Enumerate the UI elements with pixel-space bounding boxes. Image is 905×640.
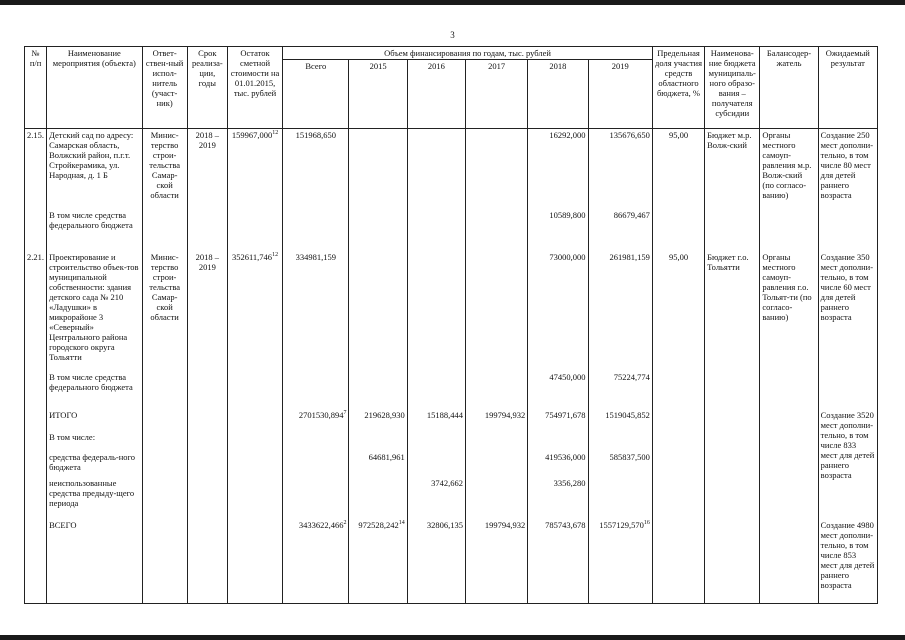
header-executor: Ответ-ствен-ный испол-нитель (участ-ник) [142,47,187,129]
row-2018: 419536,000 [528,451,588,477]
row-name: Проектирование и строительство объек-тов муниципальной собственности: здания детского сада № 210 «Ладушки» в микрорайоне 3 «Северный» Центрального района городского округа Тольятти [47,251,142,371]
header-2017: 2017 [465,60,527,129]
table-row [25,409,878,431]
row-2018: 754971,678 [528,409,588,431]
row-total: 3433622,466$^2$ [283,519,349,604]
row-2018: 16292,000 [528,129,588,210]
row-share: 95,00 [652,251,704,371]
top-scan-border [0,0,905,5]
header-num: № п/п [25,47,47,129]
table-row [25,209,878,251]
row-2018: 73000,000 [528,251,588,371]
row-total: 2701530,894$^7$ [283,409,349,431]
table-row [25,451,878,477]
row-name: неиспользованные средства предыду-щего периода [47,477,142,519]
row-period: 2018 – 2019 [187,129,227,210]
row-2018: 785743,678 [528,519,588,604]
row-remainder: 159967,000$^{12}$ [227,129,282,210]
header-financing: Объем финансирования по годам, тыс. рублей [283,47,653,60]
row-name: средства федераль-ного бюджета [47,451,142,477]
row-2019: 86679,467 [588,209,652,251]
row-name: Детский сад по адресу: Самарская область, Волжский район, п.г.т. Стройкерамика, ул. Народная, д. 1 Б [47,129,142,210]
row-holder: Органы местного самоуп-равления м.р. Волж-ский (по согласо-ванию) [760,129,818,210]
row-2015: 972528,242$^{14}$ [349,519,407,604]
row-budget: Бюджет г.о. Тольятти [705,251,760,371]
row-2019: 135676,650 [588,129,652,210]
row-total: 334981,159 [283,251,349,371]
header-holder: Балансодер-жатель [760,47,818,129]
row-name: ВСЕГО [47,519,142,604]
table-row [25,129,878,210]
row-executor: Минис-терство строи-тельства Самар-ской области [142,129,187,210]
row-num: 2.21. [25,251,47,371]
row-name: В том числе: [47,431,142,451]
row-2017: 199794,932 [465,409,527,431]
row-name: В том числе средства федерального бюджета [47,371,142,409]
header-result: Ожидаемый результат [818,47,877,129]
row-result: Создание 3520 мест дополни-тельно, в том числе 833 мест для детей раннего возраста [818,409,877,519]
row-period: 2018 – 2019 [187,251,227,371]
row-result: Создание 4980 мест дополни-тельно, в том числе 853 мест для детей раннего возраста [818,519,877,604]
row-2017 [465,129,527,210]
row-2018: 10589,800 [528,209,588,251]
row-2019: 75224,774 [588,371,652,409]
row-holder: Органы местного самоуп-равления г.о. Тольят-ти (по согласо-ванию) [760,251,818,371]
row-2019: 1557129,570$^{16}$ [588,519,652,604]
row-2019: 585837,500 [588,451,652,477]
table-row [25,477,878,519]
header-remainder: Остаток сметной стоимости на 01.01.2015, тыс. рублей [227,47,282,129]
row-2017: 199794,932 [465,519,527,604]
header-2018: 2018 [528,60,588,129]
header-budget: Наименова-ние бюджета муниципаль-ного образо-вания – получателя субсидии [705,47,760,129]
row-2018: 3356,280 [528,477,588,519]
table-row [25,251,878,371]
table-row [25,371,878,409]
row-2016: 3742,662 [407,477,465,519]
row-total: 151968,650 [283,129,349,210]
header-share: Предельная доля участия средств областного бюджета, % [652,47,704,129]
header-2015: 2015 [349,60,407,129]
header-2019: 2019 [588,60,652,129]
row-2015: 219628,930 [349,409,407,431]
row-2016: 32806,135 [407,519,465,604]
row-2016: 15188,444 [407,409,465,431]
row-executor: Минис-терство строи-тельства Самар-ской области [142,251,187,371]
row-num: 2.15. [25,129,47,210]
header-total: Всего [283,60,349,129]
row-2015 [349,129,407,210]
table-row [25,431,878,451]
page-number: 3 [450,30,455,40]
financing-table [24,46,878,604]
bottom-scan-border [0,635,905,640]
header-name: Наименование мероприятия (объекта) [47,47,142,129]
header-2016: 2016 [407,60,465,129]
row-share: 95,00 [652,129,704,210]
row-2019: 261981,159 [588,251,652,371]
row-2019: 1519045,852 [588,409,652,431]
row-name: ИТОГО [47,409,142,431]
row-2016 [407,129,465,210]
row-2015: 64681,961 [349,451,407,477]
row-name: В том числе средства федерального бюджета [47,209,142,251]
table-row [25,519,878,604]
row-remainder: 352611,746$^{12}$ [227,251,282,371]
row-2018: 47450,000 [528,371,588,409]
row-budget: Бюджет м.р. Волж-ский [705,129,760,210]
row-result: Создание 250 мест дополни-тельно, в том числе 80 мест для детей раннего возраста [818,129,877,210]
row-result: Создание 350 мест дополни-тельно, в том числе 60 мест для детей раннего возраста [818,251,877,371]
header-period: Срок реализа-ции, годы [187,47,227,129]
